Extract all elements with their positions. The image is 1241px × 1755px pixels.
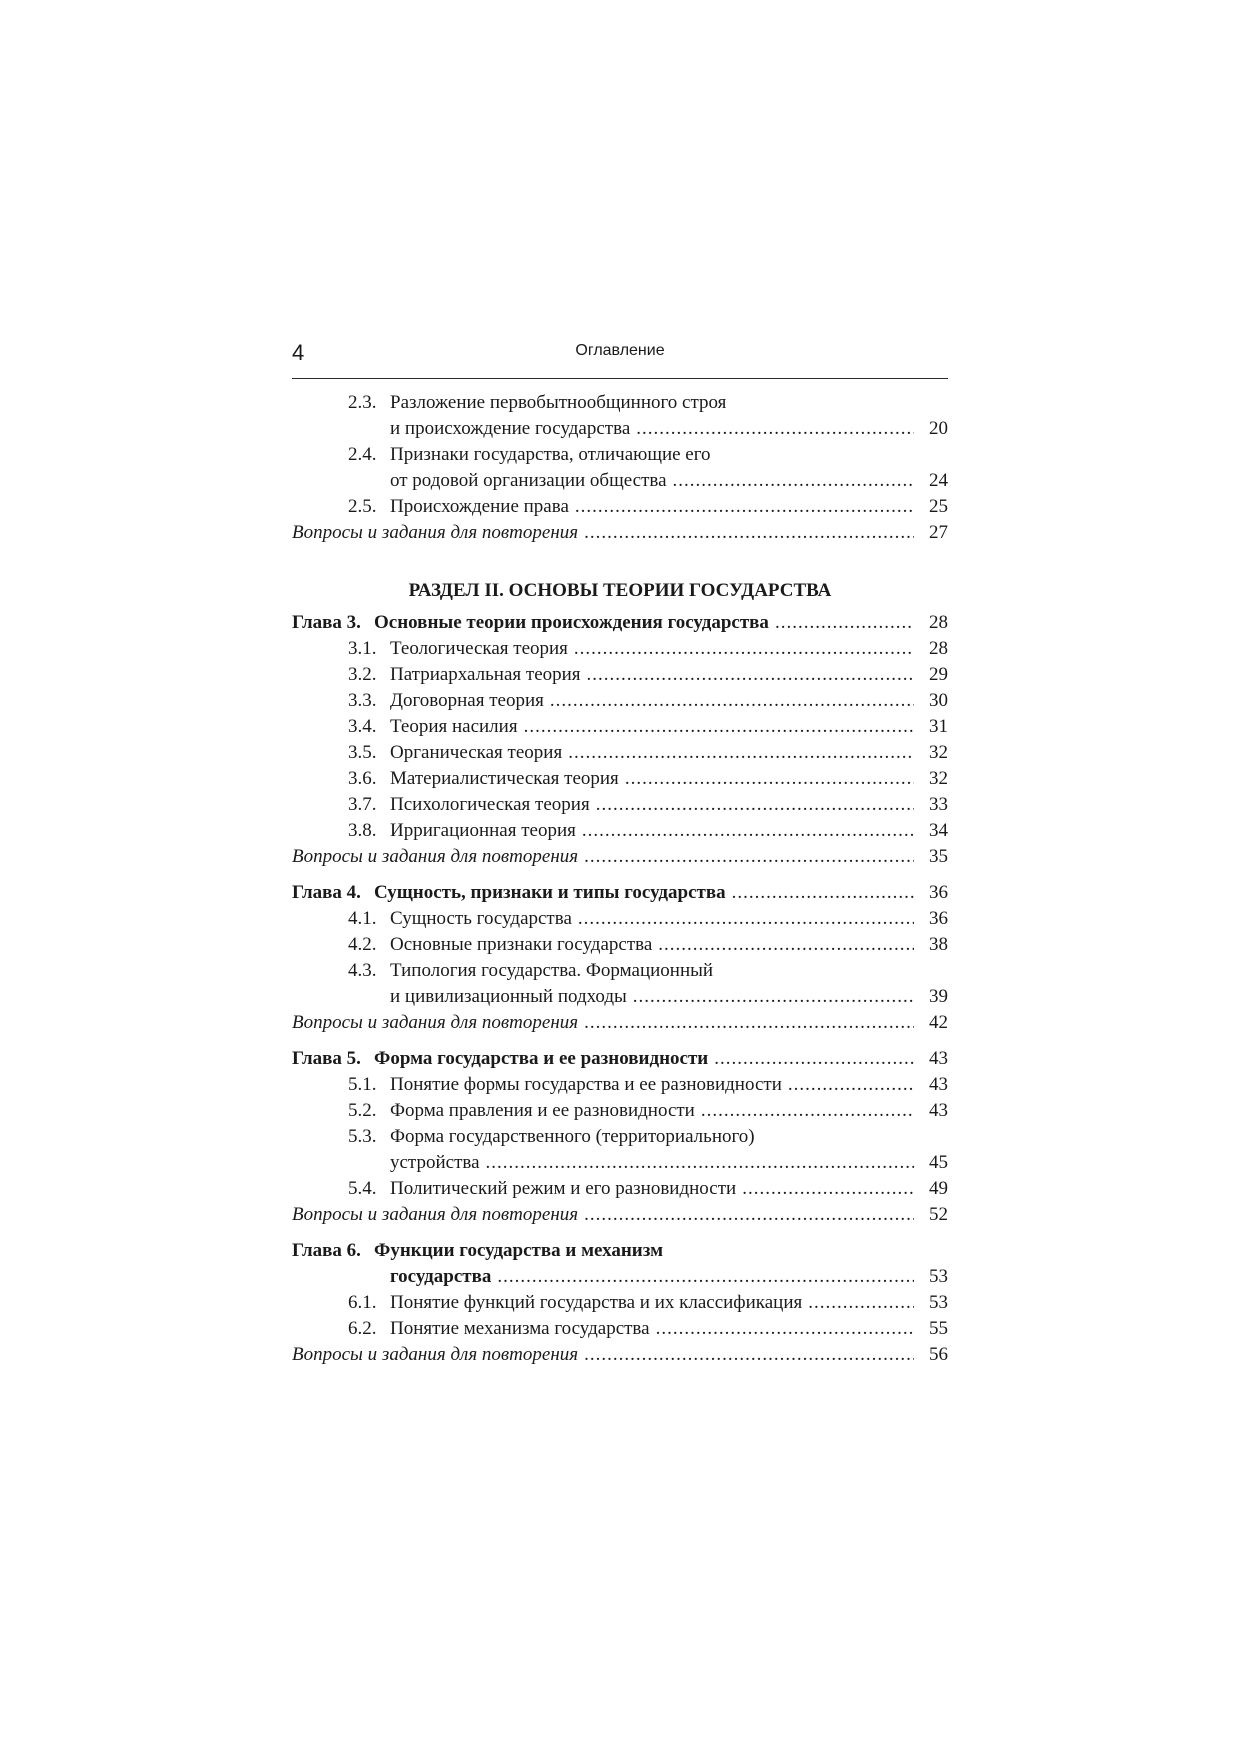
dot-leader: [596, 792, 914, 818]
toc-entry-4-2[interactable]: [292, 932, 948, 958]
toc-entry-3-2[interactable]: [292, 662, 948, 688]
dot-leader: [497, 1264, 914, 1290]
dot-leader: [584, 1202, 914, 1228]
entry-title: Признаки государства, отличающие его: [390, 444, 711, 465]
toc-entry-5-3[interactable]: [292, 1124, 948, 1150]
entry-page: 56: [929, 1344, 948, 1365]
entry-title: Понятие функций государства и их классификация: [390, 1292, 803, 1313]
dot-leader: [714, 1046, 914, 1072]
dot-leader: [587, 662, 914, 688]
running-title: Оглавление: [575, 342, 665, 359]
entry-number: 3.3.: [348, 690, 377, 711]
toc-entry-3-7[interactable]: [292, 792, 948, 818]
entry-title: Органическая теория: [390, 742, 563, 763]
entry-number: 5.2.: [348, 1100, 377, 1121]
entry-title: Вопросы и задания для повторения: [292, 1012, 579, 1033]
dot-leader: [732, 880, 914, 906]
toc-entry-questions-ch5[interactable]: [292, 1202, 948, 1228]
entry-title: Понятие механизма государства: [390, 1318, 650, 1339]
dot-leader: [486, 1150, 914, 1176]
entry-title: Сущность государства: [390, 908, 572, 929]
dot-leader: [584, 520, 914, 546]
entry-page: 36: [929, 908, 948, 929]
chapter-title: государства: [390, 1266, 492, 1287]
entry-page: 49: [929, 1178, 948, 1199]
entry-number: 6.2.: [348, 1318, 377, 1339]
chapter-label: Глава 6.: [292, 1240, 361, 1261]
toc-entry-3-8[interactable]: [292, 818, 948, 844]
entry-title: Происхождение права: [390, 496, 569, 517]
toc-entry-3-5[interactable]: [292, 740, 948, 766]
dot-leader: [633, 984, 914, 1010]
dot-leader: [701, 1098, 914, 1124]
entry-number: 3.7.: [348, 794, 377, 815]
entry-page: 36: [929, 882, 948, 903]
page-header: [292, 338, 948, 379]
entry-page: 43: [929, 1074, 948, 1095]
chapter-label: Глава 5.: [292, 1048, 361, 1069]
chapter-title: Форма государства и ее разновидности: [374, 1048, 709, 1069]
toc-entry-4-3-cont[interactable]: [292, 984, 948, 1010]
entry-page: 52: [929, 1204, 948, 1225]
entry-number: 3.5.: [348, 742, 377, 763]
entry-number: 3.8.: [348, 820, 377, 841]
section-title: РАЗДЕЛ II. ОСНОВЫ ТЕОРИИ ГОСУДАРСТВА: [408, 580, 832, 601]
entry-title: Понятие формы государства и ее разновидности: [390, 1074, 782, 1095]
entry-title: от родовой организации общества: [390, 470, 667, 491]
dot-leader: [582, 818, 914, 844]
entry-number: 2.5.: [348, 496, 377, 517]
toc-chapter-3[interactable]: [292, 610, 948, 636]
toc-chapter-5[interactable]: [292, 1046, 948, 1072]
chapter-label: Глава 3.: [292, 612, 361, 633]
entry-page: 32: [929, 768, 948, 789]
dot-leader: [658, 932, 914, 958]
entry-page: 42: [929, 1012, 948, 1033]
toc-entry-questions-ch2[interactable]: [292, 520, 948, 546]
entry-title: Форма государственного (территориального): [390, 1126, 755, 1147]
toc-entry-2-5[interactable]: [292, 494, 948, 520]
entry-title: Патриархальная теория: [390, 664, 581, 685]
toc-entry-questions-ch3[interactable]: [292, 844, 948, 870]
page-number: 4: [292, 340, 305, 365]
entry-number: 5.1.: [348, 1074, 377, 1095]
toc-entry-3-1[interactable]: [292, 636, 948, 662]
toc-entry-2-3[interactable]: [292, 390, 948, 416]
toc-entry-questions-ch4[interactable]: [292, 1010, 948, 1036]
entry-page: 30: [929, 690, 948, 711]
entry-number: 5.3.: [348, 1126, 377, 1147]
dot-leader: [625, 766, 914, 792]
entry-title: Вопросы и задания для повторения: [292, 846, 579, 867]
entry-page: 27: [929, 522, 948, 543]
toc-entry-2-4[interactable]: [292, 442, 948, 468]
toc-chapter-4[interactable]: [292, 880, 948, 906]
entry-page: 33: [929, 794, 948, 815]
dot-leader: [550, 688, 914, 714]
entry-page: 28: [929, 612, 948, 633]
entry-title: Теория насилия: [390, 716, 518, 737]
dot-leader: [788, 1072, 914, 1098]
entry-page: 43: [929, 1100, 948, 1121]
entry-title: Теологическая теория: [390, 638, 568, 659]
entry-number: 3.1.: [348, 638, 377, 659]
dot-leader: [636, 416, 914, 442]
dot-leader: [575, 494, 914, 520]
dot-leader: [656, 1316, 914, 1342]
entry-page: 31: [929, 716, 948, 737]
entry-page: 20: [929, 418, 948, 439]
entry-page: 53: [929, 1292, 948, 1313]
chapter-label: Глава 4.: [292, 882, 361, 903]
toc-entry-4-3[interactable]: [292, 958, 948, 984]
dot-leader: [775, 610, 914, 636]
entry-page: 34: [929, 820, 948, 841]
toc-chapter-6[interactable]: [292, 1238, 948, 1264]
entry-title: Разложение первобытнообщинного строя: [390, 392, 727, 413]
entry-number: 2.4.: [348, 444, 377, 465]
toc-entry-6-2[interactable]: [292, 1316, 948, 1342]
entry-page: 39: [929, 986, 948, 1007]
entry-number: 4.1.: [348, 908, 377, 929]
entry-title: Вопросы и задания для повторения: [292, 1344, 579, 1365]
entry-title: и цивилизационный подходы: [390, 986, 627, 1007]
entry-page: 53: [929, 1266, 948, 1287]
entry-page: 55: [929, 1318, 948, 1339]
entry-number: 3.2.: [348, 664, 377, 685]
entry-page: 45: [929, 1152, 948, 1173]
dot-leader: [568, 740, 914, 766]
entry-title: Психологическая теория: [390, 794, 590, 815]
entry-number: 4.2.: [348, 934, 377, 955]
toc-entry-5-2[interactable]: [292, 1098, 948, 1124]
entry-number: 2.3.: [348, 392, 377, 413]
entry-page: 35: [929, 846, 948, 867]
entry-page: 43: [929, 1048, 948, 1069]
entry-title: Основные признаки государства: [390, 934, 653, 955]
entry-number: 5.4.: [348, 1178, 377, 1199]
entry-title: Договорная теория: [390, 690, 544, 711]
entry-number: 6.1.: [348, 1292, 377, 1313]
toc-entry-2-3-cont[interactable]: [292, 416, 948, 442]
entry-title: Вопросы и задания для повторения: [292, 522, 579, 543]
entry-title: Форма правления и ее разновидности: [390, 1100, 695, 1121]
chapter-title: Функции государства и механизм: [374, 1240, 664, 1261]
entry-number: 3.4.: [348, 716, 377, 737]
entry-title: Типология государства. Формационный: [390, 960, 714, 981]
toc-entry-2-4-cont[interactable]: [292, 468, 948, 494]
toc-entry-3-6[interactable]: [292, 766, 948, 792]
dot-leader: [584, 844, 914, 870]
toc-entry-3-4[interactable]: [292, 714, 948, 740]
toc-chapter-6-cont[interactable]: [292, 1264, 948, 1290]
dot-leader: [808, 1290, 914, 1316]
toc-entry-6-1[interactable]: [292, 1290, 948, 1316]
entry-page: 25: [929, 496, 948, 517]
entry-title: Ирригационная теория: [390, 820, 576, 841]
toc-entry-3-3[interactable]: [292, 688, 948, 714]
table-of-contents: [292, 390, 948, 1368]
toc-entry-5-3-cont[interactable]: [292, 1150, 948, 1176]
entry-title: Вопросы и задания для повторения: [292, 1204, 579, 1225]
dot-leader: [578, 906, 914, 932]
entry-title: устройства: [390, 1152, 480, 1173]
toc-entry-4-1[interactable]: [292, 906, 948, 932]
chapter-title: Сущность, признаки и типы государства: [374, 882, 726, 903]
toc-entry-5-1[interactable]: [292, 1072, 948, 1098]
dot-leader: [742, 1176, 914, 1202]
entry-number: 4.3.: [348, 960, 377, 981]
toc-entry-5-4[interactable]: [292, 1176, 948, 1202]
dot-leader: [524, 714, 914, 740]
entry-title: и происхождение государства: [390, 418, 631, 439]
dot-leader: [584, 1010, 914, 1036]
entry-page: 24: [929, 470, 948, 491]
entry-page: 38: [929, 934, 948, 955]
entry-page: 32: [929, 742, 948, 763]
entry-page: 28: [929, 638, 948, 659]
entry-title: Материалистическая теория: [390, 768, 619, 789]
dot-leader: [574, 636, 914, 662]
entry-title: Политический режим и его разновидности: [390, 1178, 737, 1199]
entry-page: 29: [929, 664, 948, 685]
dot-leader: [673, 468, 914, 494]
chapter-title: Основные теории происхождения государства: [374, 612, 769, 633]
toc-entry-questions-ch6[interactable]: [292, 1342, 948, 1368]
dot-leader: [584, 1342, 914, 1368]
entry-number: 3.6.: [348, 768, 377, 789]
